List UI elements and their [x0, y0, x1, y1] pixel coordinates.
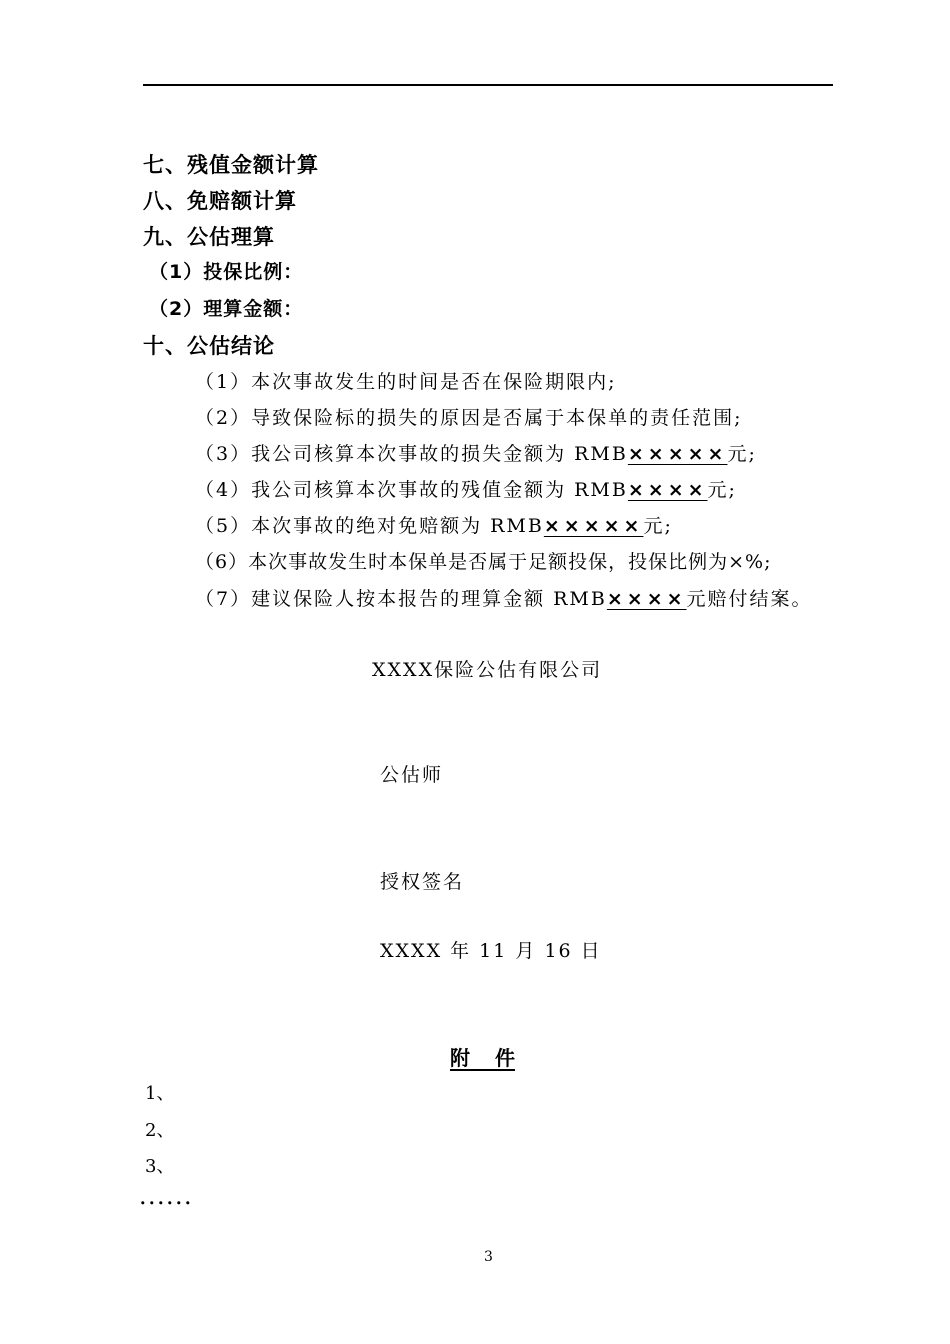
assessor-label: 公估师 [380, 764, 444, 786]
attachments-title: 附 件 [450, 1046, 515, 1070]
settlement-amount-blank: ×××× [606, 588, 687, 610]
company-name: XXXX保险公估有限公司 [372, 659, 603, 681]
conclusion-text: （1）本次事故发生的时间是否在保险期限内; [195, 371, 617, 393]
conclusion-text: （6）本次事故发生时本保单是否属于足额投保，投保比例为×%; [195, 551, 772, 573]
conclusion-text: （4）我公司核算本次事故的残值金额为 RMB [195, 479, 628, 501]
section-8-heading: 八、免赔额计算 [143, 189, 297, 213]
adjusted-amount-label: （2）理算金额： [149, 298, 304, 320]
salvage-amount-blank: ×××× [627, 479, 708, 501]
attachment-item-1: 1、 [145, 1083, 175, 1104]
conclusion-1 [195, 373, 617, 392]
deductible-amount-blank: ××××× [543, 515, 644, 537]
conclusion-3 [195, 445, 757, 464]
report-date: XXXX 年 11 月 16 日 [380, 940, 602, 962]
conclusion-5 [195, 517, 673, 536]
section-7-heading: 七、残值金额计算 [143, 153, 319, 177]
conclusion-unit: 元; [707, 479, 737, 501]
attachment-item-2: 2、 [145, 1120, 175, 1141]
conclusion-text: （3）我公司核算本次事故的损失金额为 RMB [195, 443, 628, 465]
conclusion-7 [195, 590, 813, 609]
loss-amount-blank: ××××× [627, 443, 728, 465]
conclusion-2 [195, 409, 743, 428]
attachment-ellipsis: ．．．．．． [140, 1188, 203, 1209]
conclusion-text: （5）本次事故的绝对免赔额为 RMB [195, 515, 544, 537]
conclusion-6 [195, 553, 771, 572]
conclusion-unit: 元; [643, 515, 673, 537]
header-rule [143, 84, 833, 86]
attachment-item-3: 3、 [145, 1156, 175, 1177]
conclusion-unit: 元; [727, 443, 757, 465]
conclusion-text: （2）导致保险标的损失的原因是否属于本保单的责任范围; [195, 407, 743, 429]
section-10-heading: 十、公估结论 [143, 334, 275, 358]
page-number: 3 [484, 1249, 493, 1265]
conclusion-4 [195, 481, 737, 500]
section-9-heading: 九、公估理算 [143, 225, 275, 249]
conclusion-text: （7）建议保险人按本报告的理算金额 RMB [195, 588, 607, 610]
insured-ratio-label: （1）投保比例： [149, 261, 304, 283]
conclusion-unit: 元赔付结案。 [686, 588, 813, 610]
authorized-signature-label: 授权签名 [380, 871, 465, 893]
